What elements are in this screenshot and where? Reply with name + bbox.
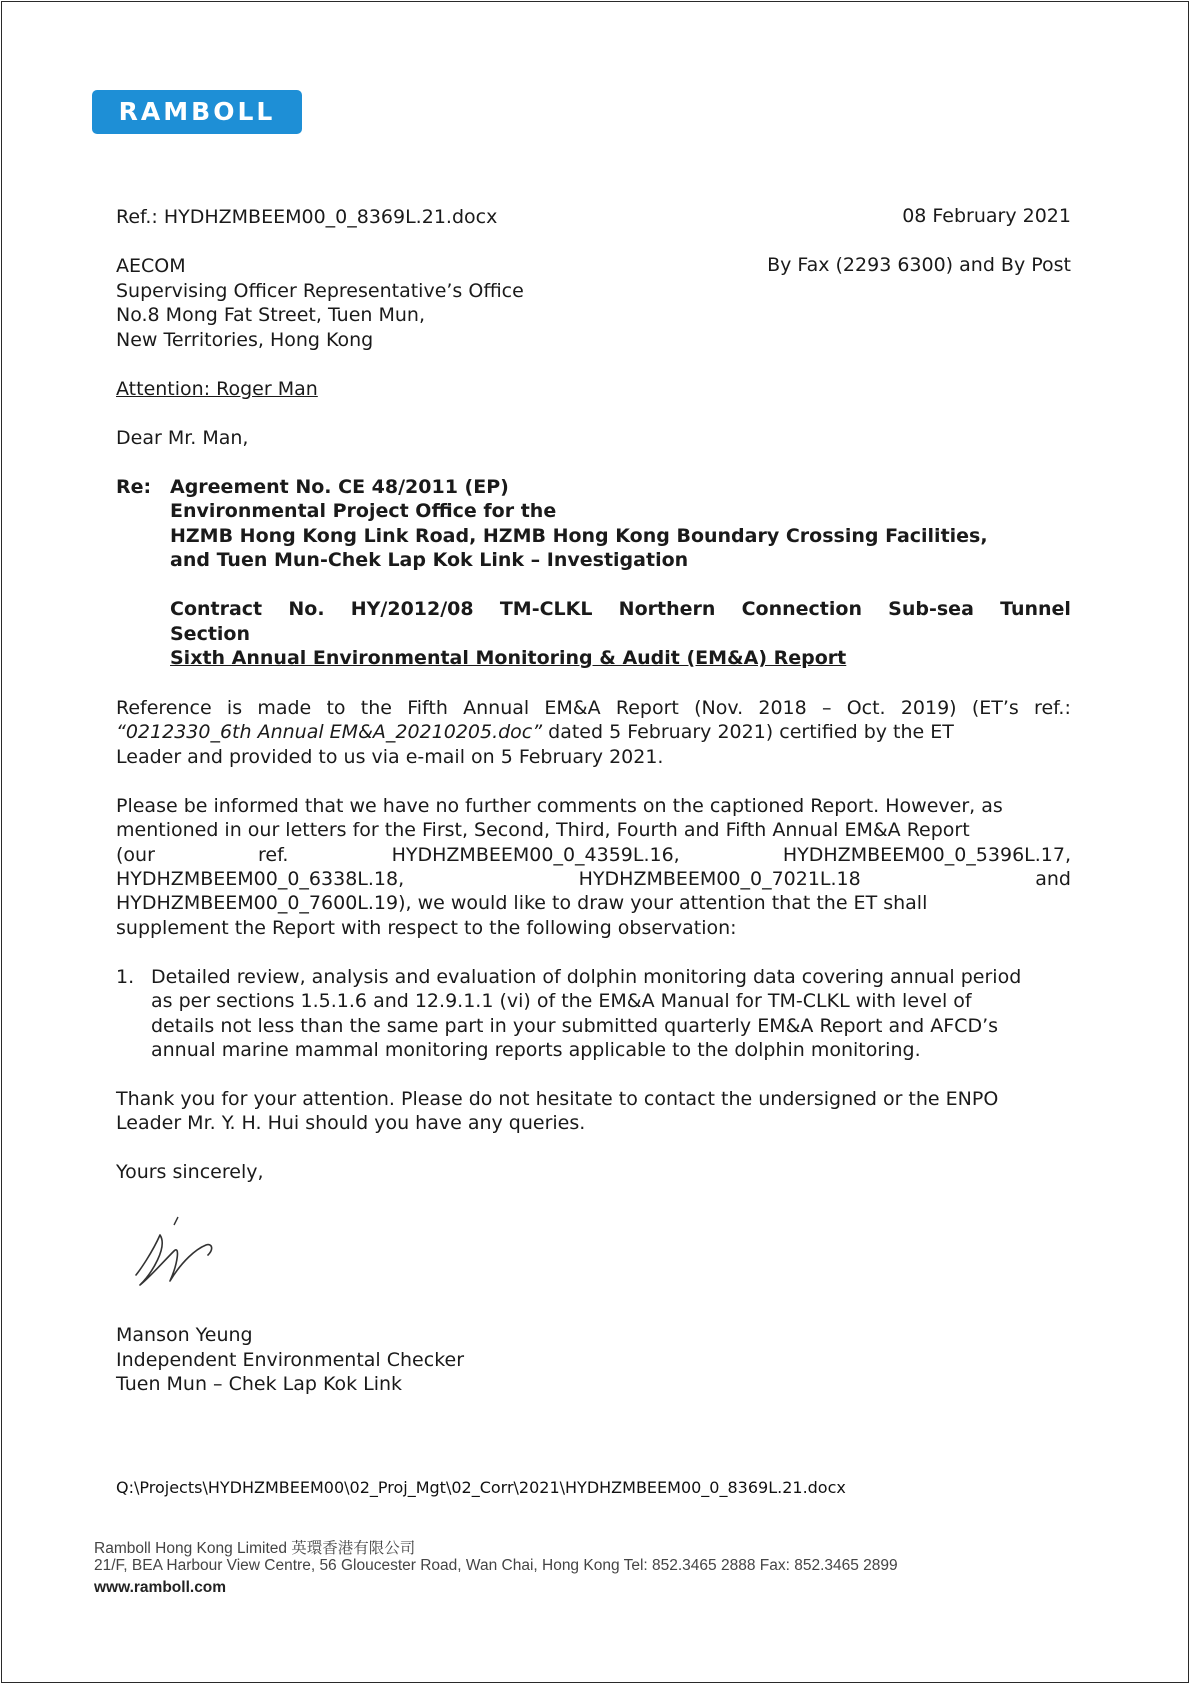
list-item-number: 1. [116,966,135,988]
handwritten-signature [130,1215,250,1295]
reference-number: Ref.: HYDHZMBEEM00_0_8369L.21.docx [116,206,498,228]
word: Fifth [407,697,448,719]
paragraph-1-line-2 [116,720,954,745]
attention-line: Attention: Roger Man [116,378,318,400]
text-run: dated 5 February 2021) certified by the ET [542,721,954,743]
word: is [226,697,243,719]
subject-line: Environmental Project Office for the [170,500,557,522]
list-item-line: annual marine mammal monitoring reports applicable to the dolphin monitoring. [151,1039,921,1061]
paragraph-2-line: HYDHZMBEEM00_0_7600L.19), we would like to draw your attention that the ET shall [116,892,928,914]
word: ref. [258,844,289,866]
word: Report [615,697,679,719]
word: Contract [170,598,263,620]
recipient-line: No.8 Mong Fat Street, Tuen Mun, [116,304,426,326]
delivery-method: By Fax (2293 6300) and By Post [767,254,1071,276]
recipient-line: Supervising Officer Representative’s Office [116,280,524,302]
word: (our [116,844,155,866]
word: EM&A [544,697,601,719]
ramboll-logo: RAMBOLL [92,90,302,134]
footer-company: Ramboll Hong Kong Limited 英環香港有限公司 [94,1540,416,1557]
word: – [821,697,832,719]
list-item-line: as per sections 1.5.1.6 and 12.9.1.1 (vi) of the EM&A Manual for TM-CLKL with level of [151,990,972,1012]
file-path: Q:\Projects\HYDHZMBEEM00\02_Proj_Mgt\02_Corr\2021\HYDHZMBEEM00_0_8369L.21.docx [116,1478,846,1497]
word: ref.: [1034,697,1071,719]
word: Sub-sea [888,598,974,620]
word: HYDHZMBEEM00_0_4359L.16, [391,844,680,866]
contract-line-2: Section [170,623,251,645]
footer-address: 21/F, BEA Harbour View Centre, 56 Gloucester Road, Wan Chai, Hong Kong Tel: 852.3465 2888 Fax: 852.3465 2899 [94,1557,898,1574]
contract-line [170,597,1071,622]
recipient-line: New Territories, Hong Kong [116,329,374,351]
subject-line: and Tuen Mun-Chek Lap Kok Link – Investigation [170,549,689,571]
signatory-title: Independent Environmental Checker [116,1349,465,1371]
doc-filename: “0212330_6th Annual EM&A_20210205.doc” [116,721,543,743]
list-item-line: Detailed review, analysis and evaluation of dolphin monitoring data covering annual period [151,966,1022,988]
subject-line: HZMB Hong Kong Link Road, HZMB Hong Kong Boundary Crossing Facilities, [170,525,988,547]
footer-website[interactable]: www.ramboll.com [94,1579,227,1596]
paragraph-1-line-3: Leader and provided to us via e-mail on 5 February 2021. [116,746,664,768]
subject-line: Agreement No. CE 48/2011 (EP) [170,476,509,498]
salutation: Dear Mr. Man, [116,427,249,449]
list-item-line: details not less than the same part in your submitted quarterly EM&A Report and AFCD’s [151,1015,999,1037]
word: to [326,697,346,719]
word: Northern [618,598,716,620]
word: HY/2012/08 [350,598,474,620]
word: No. [288,598,325,620]
signatory-project: Tuen Mun – Chek Lap Kok Link [116,1373,403,1395]
paragraph-3-line: Thank you for your attention. Please do not hesitate to contact the undersigned or the ENPO [116,1088,999,1110]
word: 2018 [758,697,807,719]
word: Oct. [846,697,886,719]
paragraph-2-line [116,843,1071,868]
word: made [257,697,312,719]
paragraph-2-line: supplement the Report with respect to the following observation: [116,917,737,939]
re-label: Re: [116,476,152,498]
word: 2019) [900,697,957,719]
word: and [1035,868,1071,890]
signatory-name: Manson Yeung [116,1324,253,1346]
word: HYDHZMBEEM00_0_6338L.18, [116,868,405,890]
word: TM-CLKL [499,598,593,620]
word: Annual [463,697,530,719]
word: (Nov. [694,697,744,719]
letter-date: 08 February 2021 [902,205,1071,227]
closing: Yours sincerely, [116,1161,264,1183]
word: Connection [741,598,862,620]
word: Tunnel [1000,598,1071,620]
paragraph-2-line: Please be informed that we have no further comments on the captioned Report. However, as [116,795,1003,817]
paragraph-2-line: mentioned in our letters for the First, Second, Third, Fourth and Fifth Annual EM&A Report [116,819,970,841]
word: (ET’s [971,697,1019,719]
paragraph-2-line [116,867,1071,892]
paragraph-1-line-1 [116,696,1071,721]
recipient-line: AECOM [116,255,186,277]
word: Reference [116,697,212,719]
report-title: Sixth Annual Environmental Monitoring & Audit (EM&A) Report [170,647,847,669]
word: the [360,697,392,719]
word: HYDHZMBEEM00_0_5396L.17, [782,844,1071,866]
word: HYDHZMBEEM00_0_7021L.18 [578,868,861,890]
paragraph-3-line: Leader Mr. Y. H. Hui should you have any queries. [116,1112,586,1134]
